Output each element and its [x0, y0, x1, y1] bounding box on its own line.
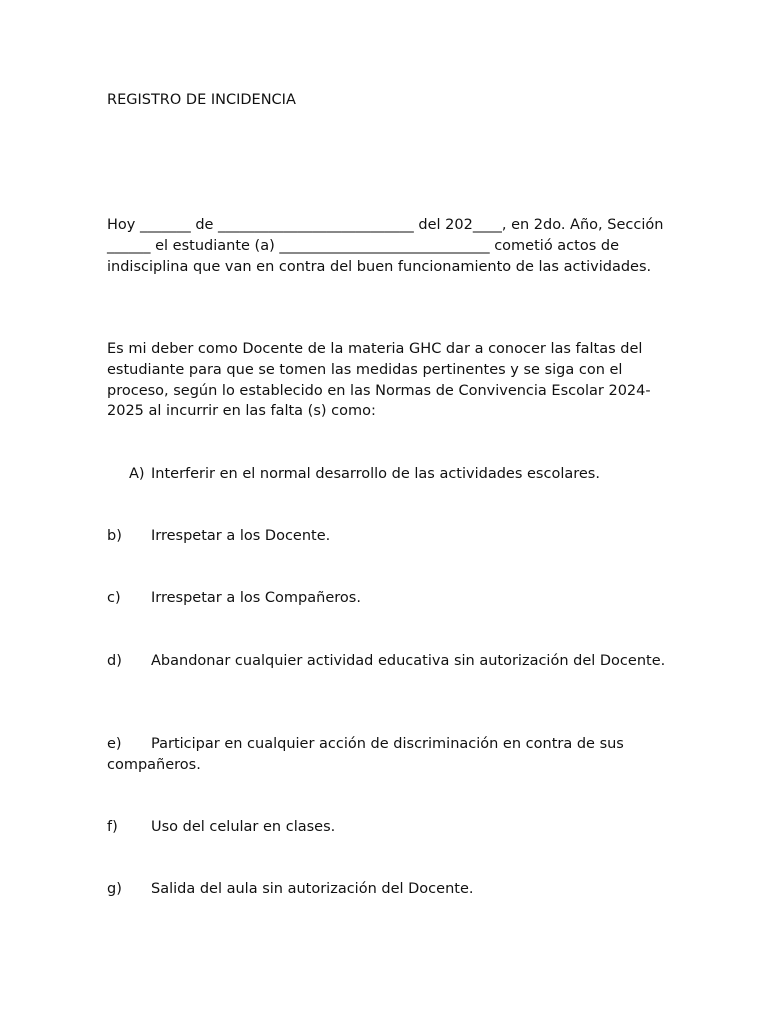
fault-item-e: [107, 734, 667, 776]
document-title: REGISTRO DE INCIDENCIA: [107, 92, 296, 108]
fault-item-a: [129, 464, 669, 485]
fault-marker: g): [107, 881, 122, 897]
incident-paragraph: Hoy _______ de ___________________________ del 202____, en 2do. Año, Sección ______ el estudiante (a) _____________________________ cometió actos de indisciplina que van en contra del buen funcionamiento de las actividades.: [107, 217, 664, 275]
teacher-statement-paragraph: Es mi deber como Docente de la materia GHC dar a conocer las faltas del estudiante para que se tomen las medidas pertinentes y se siga con el proceso, según lo establecido en las Normas de Convivencia Escolar 2024-2025 al incurrir en las falta (s) como:: [107, 341, 651, 420]
fault-marker: c): [107, 590, 121, 606]
fault-marker: e): [107, 736, 122, 752]
fault-item-d: [107, 651, 667, 672]
fault-marker: b): [107, 528, 122, 544]
fault-text: Participar en cualquier acción de discriminación en contra de sus compañeros.: [107, 736, 624, 773]
fault-item-c: [107, 588, 667, 609]
fault-text: Irrespetar a los Docente.: [151, 528, 331, 544]
fault-item-g: [107, 879, 667, 900]
fault-item-f: [107, 817, 667, 838]
fault-text: Uso del celular en clases.: [151, 819, 336, 835]
fault-marker: f): [107, 819, 118, 835]
fault-text: Irrespetar a los Compañeros.: [151, 590, 361, 606]
fault-text: Interferir en el normal desarrollo de las actividades escolares.: [151, 466, 600, 482]
fault-marker: d): [107, 653, 122, 669]
fault-marker: A): [129, 466, 145, 482]
fault-text: Abandonar cualquier actividad educativa sin autorización del Docente.: [151, 653, 666, 669]
fault-item-b: [107, 526, 667, 547]
fault-text: Salida del aula sin autorización del Docente.: [151, 881, 474, 897]
